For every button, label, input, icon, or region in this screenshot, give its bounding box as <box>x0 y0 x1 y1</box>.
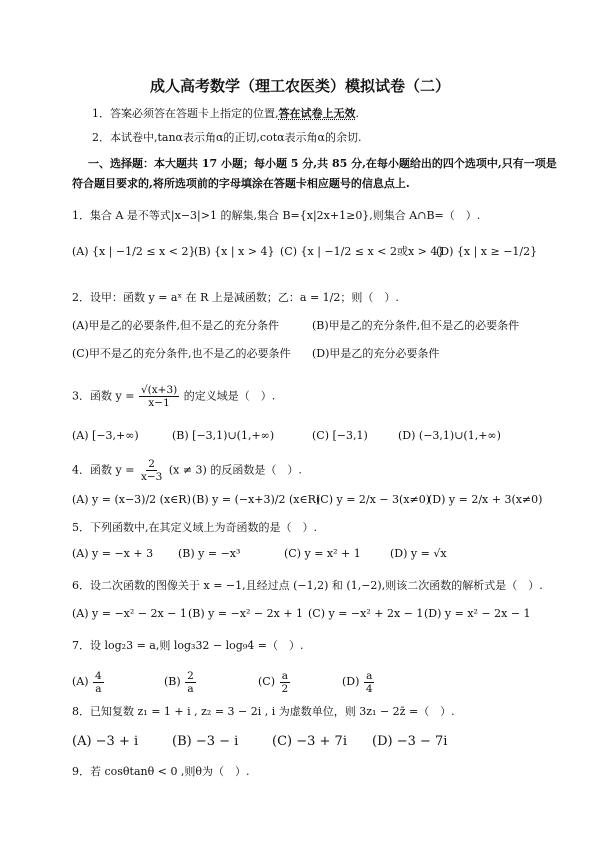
note-1-end: . <box>355 107 359 120</box>
q7-option-b[interactable] <box>164 668 197 696</box>
q4-option-a[interactable]: (A) y = (x−3)/2 (x∈R) <box>72 493 191 506</box>
q8-option-d[interactable]: (D) −3 − 7i <box>372 734 448 749</box>
q3-frac-num: √(x+3) <box>140 384 178 396</box>
q8-options <box>72 734 542 754</box>
q7-b-num: 2 <box>187 669 194 682</box>
q4-fraction <box>139 458 164 483</box>
q7-option-b-frac <box>185 670 196 695</box>
q6-option-a[interactable]: (A) y = −x² − 2x − 1 <box>72 607 187 620</box>
q2-options-row1 <box>72 318 542 338</box>
q8-option-b[interactable]: (B) −3 − i <box>172 734 239 749</box>
q1-options <box>72 244 542 264</box>
q5-stem: 5．下列函数中,在其定义域上为奇函数的是（ ）. <box>72 521 317 534</box>
q7-option-d-frac <box>364 670 375 695</box>
q4-frac-den: x−3 <box>140 471 163 483</box>
q7-a-num: 4 <box>95 669 102 682</box>
q2-option-b[interactable]: (B)甲是乙的充分条件,但不是乙的必要条件 <box>312 319 520 332</box>
q6-option-d[interactable]: (D) y = x² − 2x − 1 <box>424 607 531 620</box>
section-heading-line2: 符合题目要求的,将所选项前的字母填涂在答题卡相应题号的信息点上. <box>72 177 410 190</box>
q7-option-d[interactable] <box>342 668 376 696</box>
q3-option-c[interactable]: (C) [−3,1) <box>312 429 368 442</box>
q4-stem-post: (x ≠ 3) 的反函数是（ ）. <box>168 463 302 477</box>
q8-option-a[interactable]: (A) −3 + i <box>72 734 139 749</box>
q7-option-a[interactable] <box>72 668 105 696</box>
q4-options <box>72 492 542 512</box>
q7-option-d-label: (D) <box>342 675 360 688</box>
q6-options <box>72 606 542 626</box>
q4-frac-num: 2 <box>148 458 155 470</box>
q4-stem-pre: 4．函数 y = <box>72 463 135 477</box>
q6-stem: 6．设二次函数的图像关于 x = −1,且经过点 (−1,2) 和 (1,−2),则该二次函数的解析式是（ ）. <box>72 579 543 592</box>
q8-option-c[interactable]: (C) −3 + 7i <box>272 734 347 749</box>
q3-frac-den: x−1 <box>148 397 170 409</box>
q7-options <box>72 668 542 696</box>
q1-option-d[interactable]: (D) {x | x ≥ −1/2} <box>436 245 538 258</box>
note-1-text: 1．答案必须答在答题卡上指定的位置, <box>92 107 279 120</box>
q7-option-a-label: (A) <box>72 675 89 688</box>
q1-option-c[interactable]: (C) {x | −1/2 ≤ x < 2或x > 4} <box>280 245 445 258</box>
q7-option-c-label: (C) <box>258 675 275 688</box>
q4-option-b[interactable]: (B) y = (−x+3)/2 (x∈R) <box>192 493 321 506</box>
q5-options <box>72 546 542 566</box>
q2-option-c[interactable]: (C)甲不是乙的充分条件,也不是乙的必要条件 <box>72 347 291 360</box>
q8-stem: 8．已知复数 z₁ = 1 + i , z₂ = 3 − 2i , i 为虚数单位，则 3z₁ − 2z̄ =（ ）. <box>72 705 455 718</box>
q1-option-a[interactable]: (A) {x | −1/2 ≤ x < 2} <box>72 245 196 258</box>
q9-stem: 9．若 cosθtanθ < 0 ,则θ为（ ）. <box>72 765 250 778</box>
q7-b-den: a <box>187 682 194 695</box>
q3-stem <box>72 384 275 409</box>
q3-stem-post: 的定义域是（ ）. <box>183 389 276 403</box>
q7-c-den: 2 <box>281 682 289 695</box>
section-heading-line1: 一、选择题：本大题共 17 小题；每小题 5 分,共 85 分,在每小题给出的四个选项中,只有一项是 <box>88 157 557 170</box>
q6-option-c[interactable]: (C) y = −x² + 2x − 1 <box>308 607 424 620</box>
q2-option-a[interactable]: (A)甲是乙的必要条件,但不是乙的充分条件 <box>72 319 280 332</box>
note-1 <box>92 106 359 122</box>
q7-option-b-label: (B) <box>164 675 181 688</box>
q7-stem: 7．设 log₂3 = a,则 log₃32 − log₉4 =（ ）. <box>72 639 304 652</box>
q3-option-d[interactable]: (D) (−3,1)∪(1,+∞) <box>398 429 501 442</box>
q2-options-row2 <box>72 346 542 366</box>
q5-option-b[interactable]: (B) y = −x³ <box>178 547 241 560</box>
q4-option-d[interactable]: (D) y = 2/x + 3(x≠0) <box>428 493 543 506</box>
q7-option-c[interactable] <box>258 668 291 696</box>
q5-option-c[interactable]: (C) y = x² + 1 <box>284 547 361 560</box>
note-1-emphasis: 答在试卷上无效 <box>278 107 356 120</box>
page-title: 成人高考数学（理工农医类）模拟试卷（二） <box>149 77 450 95</box>
q5-option-d[interactable]: (D) y = √x <box>390 547 447 560</box>
q3-option-b[interactable]: (B) [−3,1)∪(1,+∞) <box>172 429 275 442</box>
note-2: 2．本试卷中,tanα表示角α的正切,cotα表示角α的余切. <box>92 131 362 144</box>
q3-fraction <box>139 384 179 409</box>
q1-option-b[interactable]: (B) {x | x > 4} <box>194 245 275 258</box>
q3-option-a[interactable]: (A) [−3,+∞) <box>72 429 139 442</box>
q4-stem <box>72 458 302 483</box>
q6-option-b[interactable]: (B) y = −x² − 2x + 1 <box>188 607 304 620</box>
q2-option-d[interactable]: (D)甲是乙的充分必要条件 <box>312 347 440 360</box>
q7-d-num: a <box>366 669 373 682</box>
q7-a-den: a <box>95 682 102 695</box>
q4-option-c[interactable]: (C) y = 2/x − 3(x≠0) <box>316 493 431 506</box>
q3-stem-pre: 3．函数 y = <box>72 389 135 403</box>
q7-d-den: 4 <box>365 682 373 695</box>
q7-c-num: a <box>281 669 288 682</box>
q5-option-a[interactable]: (A) y = −x + 3 <box>72 547 154 560</box>
q7-option-a-frac <box>93 670 104 695</box>
q2-stem: 2．设甲：函数 y = aˣ 在 R 上是减函数；乙：a = 1/2；则（ ）. <box>72 291 399 304</box>
q1-stem: 1．集合 A 是不等式|x−3|>1 的解集,集合 B={x|2x+1≥0},则集合 A∩B=（ ）. <box>72 209 481 222</box>
q3-options <box>72 428 542 448</box>
q7-option-c-frac <box>280 670 291 695</box>
